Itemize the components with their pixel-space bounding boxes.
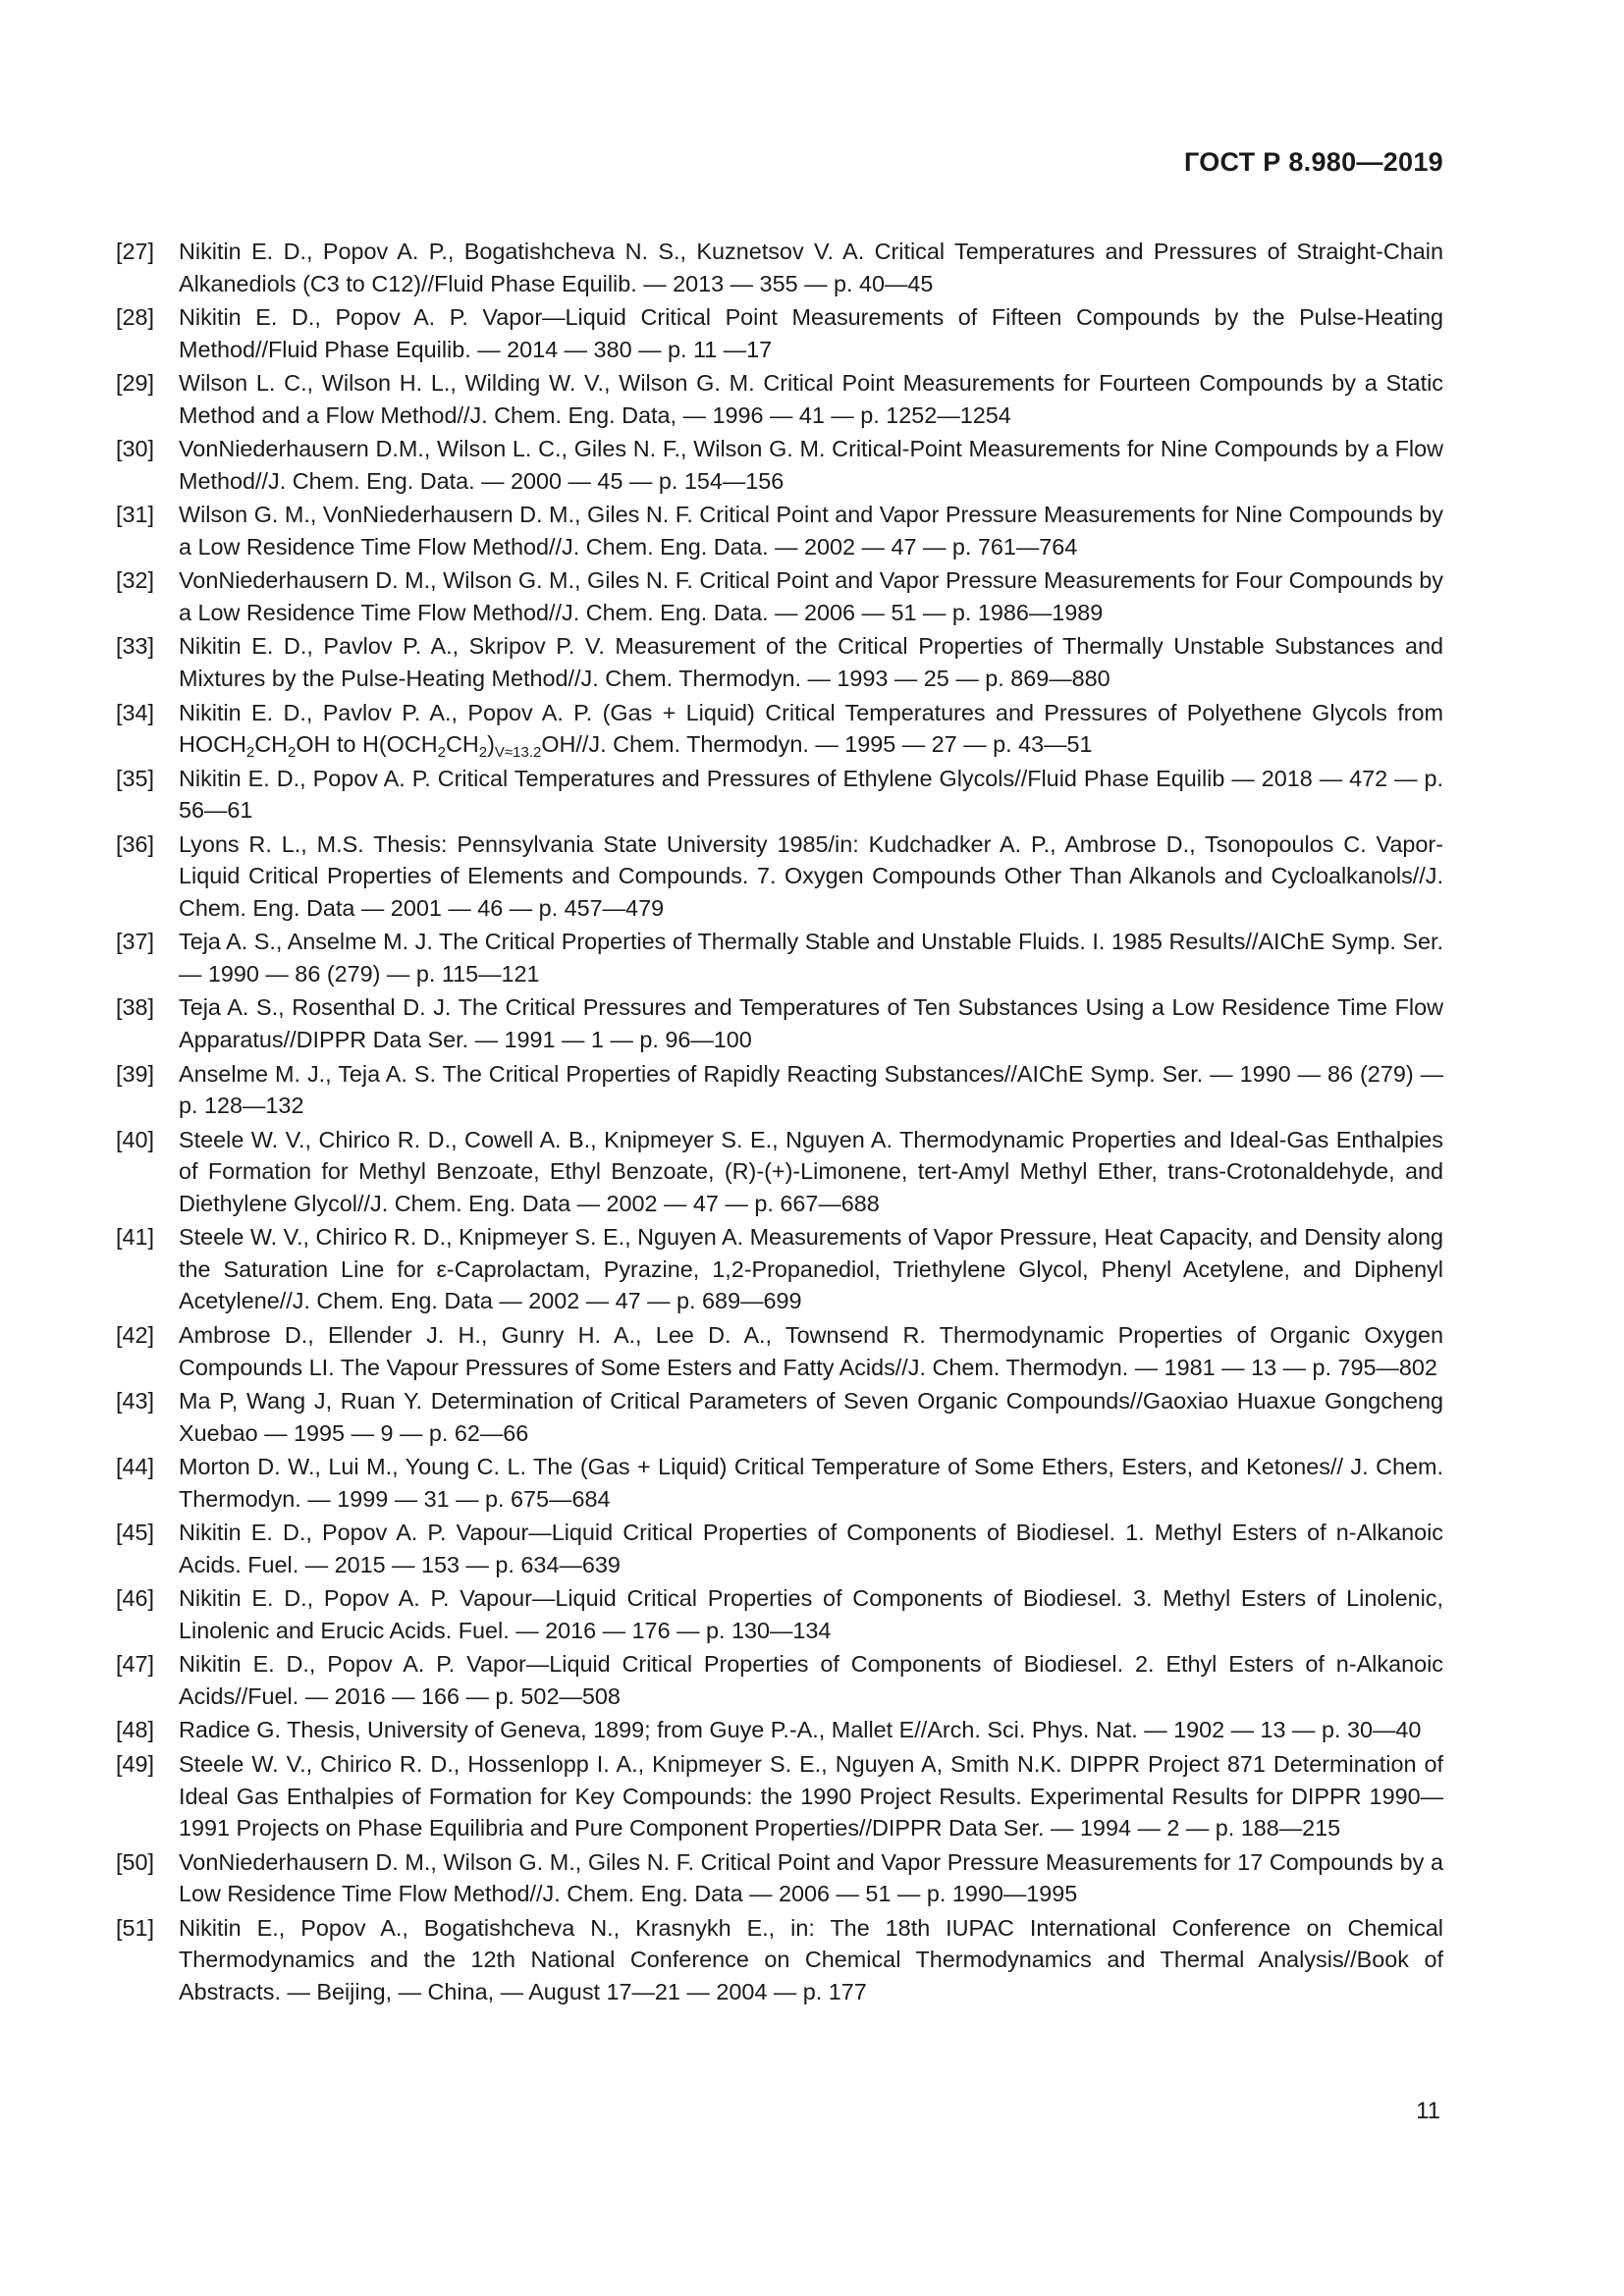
reference-item bbox=[116, 697, 1443, 761]
reference-number: [38] bbox=[116, 994, 155, 1021]
reference-item bbox=[116, 1714, 1443, 1746]
reference-text-part: CH bbox=[254, 731, 289, 758]
reference-item bbox=[116, 301, 1443, 365]
reference-number: [47] bbox=[116, 1651, 155, 1678]
page-number: 11 bbox=[1416, 2098, 1440, 2124]
reference-item bbox=[116, 1846, 1443, 1910]
reference-number: [43] bbox=[116, 1388, 155, 1415]
reference-text: Steele W. V., Chirico R. D., Hossenlopp I. A., Knipmeyer S. E., Nguyen A, Smith N.K. DIPPR Project 871 Determination of Ideal Gas Enthalpies of Formation for Key Compounds: the 1990 Project Results. Experimental Results for DIPPR 1990—1991 Projects on Phase Equilibria and Pure Component Properties//DIPPR Data Ser. — 1994 — 2 — p. 188—215 bbox=[179, 1750, 1443, 1842]
reference-number: [27] bbox=[116, 239, 155, 264]
reference-text: Morton D. W., Lui M., Young C. L. The (Gas + Liquid) Critical Temperature of Some Ethers, Esters, and Ketones// J. Chem. Thermodyn. — 1999 — 31 — p. 675—684 bbox=[179, 1454, 1443, 1512]
formula-subscript: 2 bbox=[245, 744, 255, 762]
standard-designation: ГОСТ Р 8.980—2019 bbox=[1183, 147, 1443, 177]
reference-item bbox=[116, 763, 1443, 827]
reference-number: [28] bbox=[116, 304, 155, 331]
reference-text: Radice G. Thesis, University of Geneva, 1899; from Guye P.-A., Mallet E//Arch. Sci. Phys. Nat. — 1902 — 13 — p. 30—40 bbox=[179, 1717, 1422, 1743]
reference-text: Wilson G. M., VonNiederhausern D. M., Giles N. F. Critical Point and Vapor Pressure Measurements for Nine Compounds by a Low Residence Time Flow Method//J. Chem. Eng. Data. — 2002 — 47 — p. 761—764 bbox=[179, 502, 1443, 560]
reference-item bbox=[116, 1385, 1443, 1449]
reference-text-part: ) bbox=[487, 731, 495, 758]
reference-item bbox=[116, 1648, 1443, 1712]
reference-item bbox=[116, 1058, 1443, 1122]
reference-item bbox=[116, 1319, 1443, 1383]
formula-subscript: 2 bbox=[288, 744, 297, 762]
reference-text: Steele W. V., Chirico R. D., Knipmeyer S. E., Nguyen A. Measurements of Vapor Pressure, Heat Capacity, and Density along the Saturation Line for ε-Caprolactam, Pyrazine, 1,2-Propanediol, Triethylene Glycol, Phenyl Acetylene, and Diphenyl Acetylene//J. Chem. Eng. Data — 2002 — 47 — p. 689—699 bbox=[179, 1224, 1443, 1314]
reference-text: Nikitin E. D., Popov A. P. Critical Temperatures and Pressures of Ethylene Glycols//Fluid Phase Equilib — 2018 — 472 — p. 56—61 bbox=[179, 765, 1443, 824]
reference-text: Nikitin E. D., Pavlov P. A., Skripov P. V. Measurement of the Critical Properties of Thermally Unstable Substances and Mixtures by the Pulse-Heating Method//J. Chem. Thermodyn. — 1993 — 25 — p. 869—880 bbox=[179, 633, 1443, 692]
reference-number: [29] bbox=[116, 370, 155, 397]
reference-number: [37] bbox=[116, 929, 155, 955]
reference-item bbox=[116, 1221, 1443, 1317]
reference-text: Nikitin E. D., Popov A. P., Bogatishcheva N. S., Kuznetsov V. A. Critical Temperatures and Pressures of Straight-Chain Alkanediols (C3 to C12)//Fluid Phase Equilib. — 2013 — 355 — p. 40—45 bbox=[179, 239, 1443, 296]
reference-number: [34] bbox=[116, 699, 155, 725]
reference-number: [48] bbox=[116, 1717, 155, 1743]
reference-text: Nikitin E., Popov A., Bogatishcheva N., Krasnykh E., in: The 18th IUPAC International Conference on Chemical Thermodynamics and the 12th National Conference on Chemical Thermodynamics and Thermal Analysis//Book of Abstracts. — Beijing, — China, — August 17—21 — 2004 — p. 177 bbox=[179, 1914, 1443, 2004]
reference-text: Nikitin E. D., Popov A. P. Vapor—Liquid Critical Point Measurements of Fifteen Compounds by the Pulse-Heating Method//Fluid Phase Equilib. — 2014 — 380 — p. 11 —17 bbox=[179, 304, 1443, 362]
reference-item bbox=[116, 630, 1443, 694]
reference-number: [35] bbox=[116, 765, 155, 791]
formula-subscript: 2 bbox=[478, 744, 488, 762]
reference-number: [33] bbox=[116, 633, 155, 660]
reference-text-part: OH to H(OCH bbox=[296, 731, 438, 758]
reference-text: Nikitin E. D., Popov A. P. Vapour—Liquid Critical Properties of Components of Biodiesel. 1. Methyl Esters of n-Alkanoic Acids. Fuel. — 2015 — 153 — p. 634—639 bbox=[179, 1520, 1443, 1577]
reference-text: Anselme M. J., Teja A. S. The Critical Properties of Rapidly Reacting Substances//AIChE Symp. Ser. — 1990 — 86 (279) — p. 128—132 bbox=[179, 1060, 1443, 1119]
reference-item bbox=[116, 367, 1443, 431]
reference-item bbox=[116, 1912, 1443, 2008]
reference-item bbox=[116, 1748, 1443, 1844]
reference-item bbox=[116, 499, 1443, 562]
reference-text-part: OH//J. Chem. Thermodyn. — 1995 — 27 — p. 43—51 bbox=[541, 731, 1093, 758]
reference-number: [42] bbox=[116, 1321, 155, 1348]
reference-item bbox=[116, 926, 1443, 989]
reference-item bbox=[116, 1517, 1443, 1580]
reference-text: VonNiederhausern D.M., Wilson L. C., Giles N. F., Wilson G. M. Critical-Point Measurements for Nine Compounds by a Flow Method//J. Chem. Eng. Data. — 2000 — 45 — p. 154—156 bbox=[179, 436, 1443, 494]
formula-subscript: 2 bbox=[437, 744, 446, 762]
reference-number: [46] bbox=[116, 1585, 155, 1612]
reference-text: Steele W. V., Chirico R. D., Cowell A. B., Knipmeyer S. E., Nguyen A. Thermodynamic Properties and Ideal-Gas Enthalpies of Formation for Methyl Benzoate, Ethyl Benzoate, (R)-(+)-Limonene, tert-Amyl Methyl Ether, trans-Crotonaldehyde, and Diethylene Glycol//J. Chem. Eng. Data — 2002 — 47 — p. 667—688 bbox=[179, 1126, 1443, 1216]
reference-item bbox=[116, 1582, 1443, 1646]
reference-text: Ambrose D., Ellender J. H., Gunry H. A., Lee D. A., Townsend R. Thermodynamic Properties of Organic Oxygen Compounds LI. The Vapour Pressures of Some Esters and Fatty Acids//J. Chem. Thermodyn. — 1981 — 13 — p. 795—802 bbox=[179, 1321, 1443, 1380]
reference-number: [45] bbox=[116, 1520, 155, 1546]
reference-number: [50] bbox=[116, 1848, 155, 1875]
reference-item bbox=[116, 1124, 1443, 1220]
reference-text: Wilson L. C., Wilson H. L., Wilding W. V., Wilson G. M. Critical Point Measurements for Fourteen Compounds by a Static Method and a Flow Method//J. Chem. Eng. Data, — 1996 — 41 — p. 1252—1254 bbox=[179, 370, 1443, 428]
reference-item bbox=[116, 433, 1443, 497]
reference-number: [51] bbox=[116, 1914, 155, 1941]
formula-subscript: V≈13.2 bbox=[494, 744, 542, 762]
reference-number: [31] bbox=[116, 502, 155, 528]
reference-number: [40] bbox=[116, 1126, 155, 1152]
reference-text: Lyons R. L., M.S. Thesis: Pennsylvania State University 1985/in: Kudchadker A. P., Ambrose D., Tsonopoulos C. Vapor-Liquid Critical Properties of Elements and Compounds. 7. Oxygen Compounds Other Than Alkanols and Cycloalkanols//J. Chem. Eng. Data — 2001 — 46 — p. 457—479 bbox=[179, 830, 1443, 921]
reference-number: [44] bbox=[116, 1454, 155, 1480]
reference-text: Teja A. S., Rosenthal D. J. The Critical Pressures and Temperatures of Ten Substances Using a Low Residence Time Flow Apparatus//DIPPR Data Ser. — 1991 — 1 — p. 96—100 bbox=[179, 994, 1443, 1053]
reference-text: Nikitin E. D., Popov A. P. Vapor—Liquid Critical Properties of Components of Biodiesel. 2. Ethyl Esters of n-Alkanoic Acids//Fuel. — 2016 — 166 — p. 502—508 bbox=[179, 1651, 1443, 1709]
reference-text: Nikitin E. D., Popov A. P. Vapour—Liquid Critical Properties of Components of Biodiesel. 3. Methyl Esters of Linolenic, Linolenic and Erucic Acids. Fuel. — 2016 — 176 — p. 130—134 bbox=[179, 1585, 1443, 1643]
reference-text-part: Nikitin E. D., Pavlov P. A., Popov A. P. (Gas + Liquid) Critical Temperatures and Pressures of Polyethene Glycols from HOCH bbox=[179, 699, 1443, 758]
reference-text: VonNiederhausern D. M., Wilson G. M., Giles N. F. Critical Point and Vapor Pressure Measurements for Four Compounds by a Low Residence Time Flow Method//J. Chem. Eng. Data. — 2006 — 51 — p. 1986—1989 bbox=[179, 567, 1443, 625]
reference-item bbox=[116, 991, 1443, 1055]
reference-text-part: CH bbox=[445, 731, 479, 758]
reference-item bbox=[116, 236, 1443, 299]
reference-number: [36] bbox=[116, 830, 155, 857]
reference-text: Teja A. S., Anselme M. J. The Critical Properties of Thermally Stable and Unstable Fluids. I. 1985 Results//AIChE Symp. Ser. — 1990 — 86 (279) — p. 115—121 bbox=[179, 929, 1443, 987]
reference-text: VonNiederhausern D. M., Wilson G. M., Giles N. F. Critical Point and Vapor Pressure Measurements for 17 Compounds by a Low Residence Time Flow Method//J. Chem. Eng. Data — 2006 — 51 — p. 1990—1995 bbox=[179, 1848, 1443, 1907]
reference-text-with-formula bbox=[179, 697, 1443, 761]
reference-number: [30] bbox=[116, 436, 155, 462]
reference-item bbox=[116, 1451, 1443, 1515]
reference-list bbox=[116, 236, 1443, 2009]
reference-item bbox=[116, 564, 1443, 628]
reference-text: Ma P, Wang J, Ruan Y. Determination of Critical Parameters of Seven Organic Compounds//Gaoxiao Huaxue Gongcheng Xuebao — 1995 — 9 — p. 62—66 bbox=[179, 1388, 1443, 1446]
reference-number: [49] bbox=[116, 1750, 155, 1777]
reference-number: [32] bbox=[116, 567, 155, 594]
reference-number: [41] bbox=[116, 1224, 155, 1251]
reference-item bbox=[116, 828, 1443, 925]
reference-number: [39] bbox=[116, 1060, 155, 1087]
